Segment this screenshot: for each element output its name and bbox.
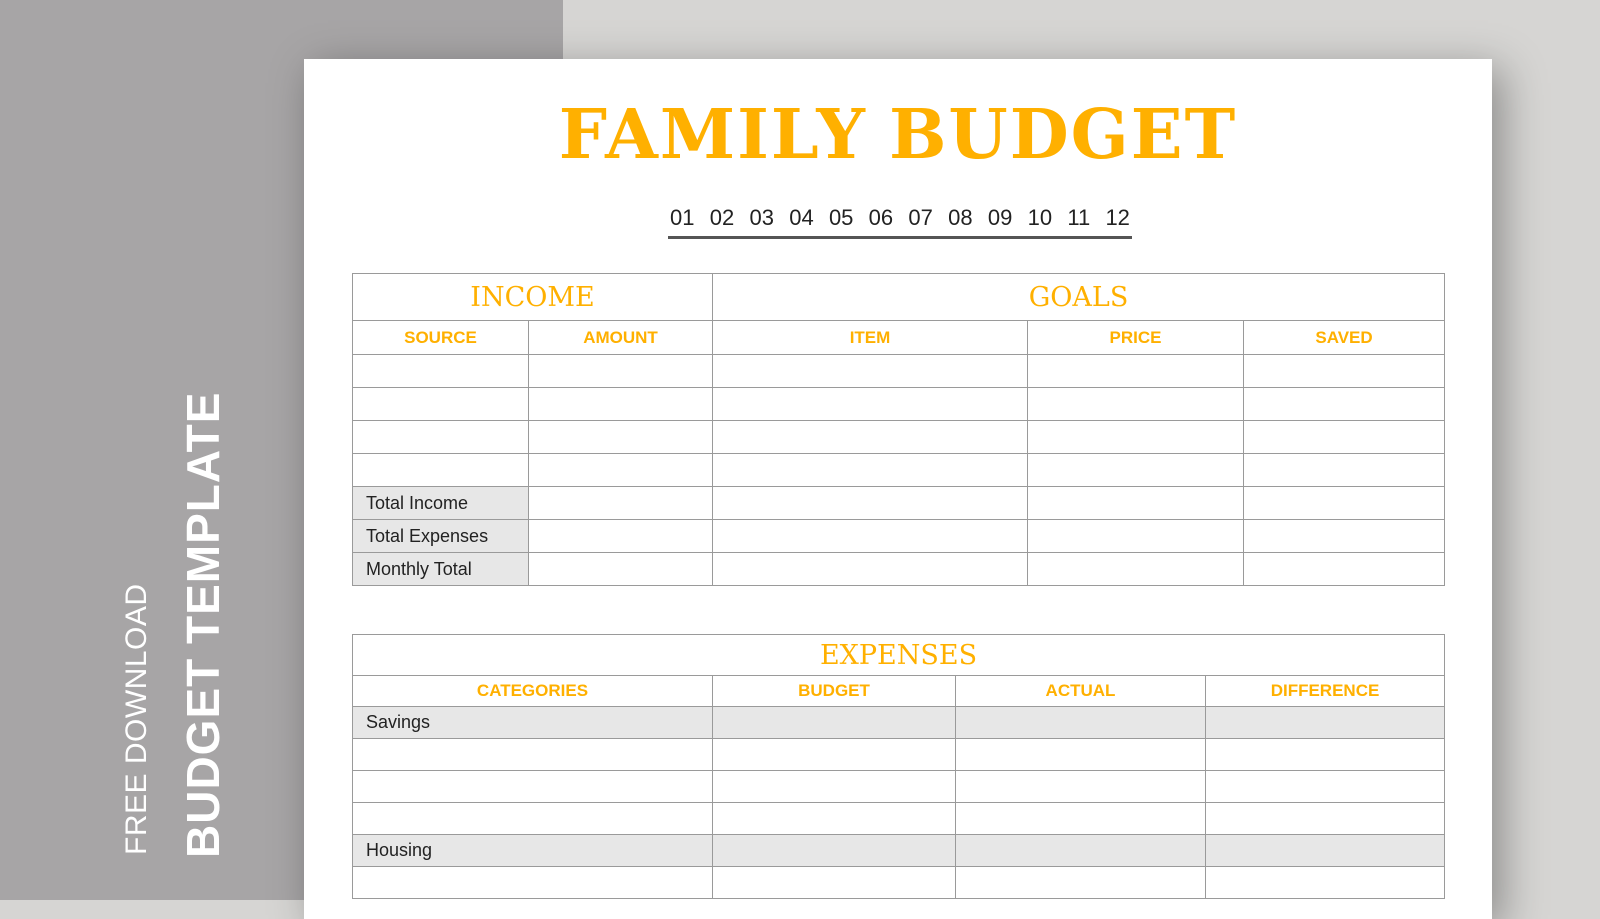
title-word-family: FAMILY	[558, 95, 867, 175]
actual-cell[interactable]	[956, 803, 1206, 835]
price-cell[interactable]	[1028, 487, 1244, 520]
source-cell[interactable]	[353, 421, 529, 454]
item-cell[interactable]	[713, 421, 1028, 454]
col-item: ITEM	[713, 321, 1028, 355]
actual-cell[interactable]	[956, 867, 1206, 899]
total-expenses-label: Total Expenses	[353, 520, 529, 553]
month-11[interactable]: 11	[1067, 205, 1091, 230]
source-cell[interactable]	[353, 355, 529, 388]
price-cell[interactable]	[1028, 553, 1244, 586]
category-label: Housing	[353, 835, 713, 867]
month-02[interactable]: 02	[709, 205, 735, 230]
monthly-total-value[interactable]	[529, 553, 713, 586]
saved-cell[interactable]	[1244, 553, 1445, 586]
expenses-heading: EXPENSES	[353, 635, 1445, 676]
table-row	[353, 739, 1445, 771]
budget-cell[interactable]	[713, 803, 956, 835]
price-cell[interactable]	[1028, 355, 1244, 388]
month-08[interactable]: 08	[948, 205, 973, 230]
month-selector	[668, 203, 1132, 239]
saved-cell[interactable]	[1244, 520, 1445, 553]
monthly-total-label: Monthly Total	[353, 553, 529, 586]
source-cell[interactable]	[353, 388, 529, 421]
table-row	[353, 454, 1445, 487]
category-cell[interactable]	[353, 739, 713, 771]
expenses-table	[352, 634, 1445, 899]
col-source: SOURCE	[353, 321, 529, 355]
month-01[interactable]: 01	[670, 205, 695, 230]
table-row	[353, 520, 1445, 553]
budget-cell[interactable]	[713, 867, 956, 899]
table-row	[353, 421, 1445, 454]
category-cell[interactable]	[353, 867, 713, 899]
budget-sheet	[304, 59, 1492, 919]
budget-cell[interactable]	[713, 739, 956, 771]
table-row	[353, 388, 1445, 421]
total-income-label: Total Income	[353, 487, 529, 520]
amount-cell[interactable]	[529, 421, 713, 454]
source-cell[interactable]	[353, 454, 529, 487]
table-row	[353, 803, 1445, 835]
budget-cell[interactable]	[713, 835, 956, 867]
total-expenses-value[interactable]	[529, 520, 713, 553]
free-download-label: FREE DOWNLOAD	[120, 583, 153, 855]
month-06[interactable]: 06	[868, 205, 894, 230]
col-difference: DIFFERENCE	[1206, 676, 1445, 707]
item-cell[interactable]	[713, 355, 1028, 388]
month-04[interactable]: 04	[789, 205, 814, 230]
month-12[interactable]: 12	[1105, 205, 1130, 230]
category-cell[interactable]	[353, 803, 713, 835]
table-row	[353, 867, 1445, 899]
difference-cell[interactable]	[1206, 771, 1445, 803]
category-cell[interactable]	[353, 771, 713, 803]
month-03[interactable]: 03	[749, 205, 774, 230]
table-row	[353, 487, 1445, 520]
budget-cell[interactable]	[713, 771, 956, 803]
saved-cell[interactable]	[1244, 487, 1445, 520]
actual-cell[interactable]	[956, 739, 1206, 771]
month-09[interactable]: 09	[987, 205, 1013, 230]
page-title	[304, 95, 1492, 175]
col-amount: AMOUNT	[529, 321, 713, 355]
difference-cell[interactable]	[1206, 835, 1445, 867]
category-label: Savings	[353, 707, 713, 739]
item-cell[interactable]	[713, 520, 1028, 553]
budget-template-label: BUDGET TEMPLATE	[177, 391, 229, 858]
table-row	[353, 553, 1445, 586]
table-row	[353, 771, 1445, 803]
col-saved: SAVED	[1244, 321, 1445, 355]
item-cell[interactable]	[713, 454, 1028, 487]
saved-cell[interactable]	[1244, 355, 1445, 388]
difference-cell[interactable]	[1206, 867, 1445, 899]
price-cell[interactable]	[1028, 520, 1244, 553]
price-cell[interactable]	[1028, 421, 1244, 454]
saved-cell[interactable]	[1244, 454, 1445, 487]
price-cell[interactable]	[1028, 454, 1244, 487]
category-row-housing	[353, 835, 1445, 867]
saved-cell[interactable]	[1244, 421, 1445, 454]
month-05[interactable]: 05	[828, 205, 854, 230]
income-heading: INCOME	[353, 274, 713, 321]
difference-cell[interactable]	[1206, 803, 1445, 835]
budget-cell[interactable]	[713, 707, 956, 739]
item-cell[interactable]	[713, 553, 1028, 586]
actual-cell[interactable]	[956, 771, 1206, 803]
saved-cell[interactable]	[1244, 388, 1445, 421]
col-budget: BUDGET	[713, 676, 956, 707]
income-goals-table	[352, 273, 1445, 586]
amount-cell[interactable]	[529, 388, 713, 421]
col-categories: CATEGORIES	[353, 676, 713, 707]
actual-cell[interactable]	[956, 835, 1206, 867]
col-price: PRICE	[1028, 321, 1244, 355]
item-cell[interactable]	[713, 487, 1028, 520]
item-cell[interactable]	[713, 388, 1028, 421]
month-10[interactable]: 10	[1027, 205, 1053, 230]
month-07[interactable]: 07	[908, 205, 933, 230]
goals-heading: GOALS	[713, 274, 1445, 321]
price-cell[interactable]	[1028, 388, 1244, 421]
title-word-budget: BUDGET	[888, 95, 1238, 175]
col-actual: ACTUAL	[956, 676, 1206, 707]
amount-cell[interactable]	[529, 355, 713, 388]
table-row	[353, 355, 1445, 388]
category-row-savings	[353, 707, 1445, 739]
total-income-value[interactable]	[529, 487, 713, 520]
amount-cell[interactable]	[529, 454, 713, 487]
actual-cell[interactable]	[956, 707, 1206, 739]
difference-cell[interactable]	[1206, 707, 1445, 739]
difference-cell[interactable]	[1206, 739, 1445, 771]
